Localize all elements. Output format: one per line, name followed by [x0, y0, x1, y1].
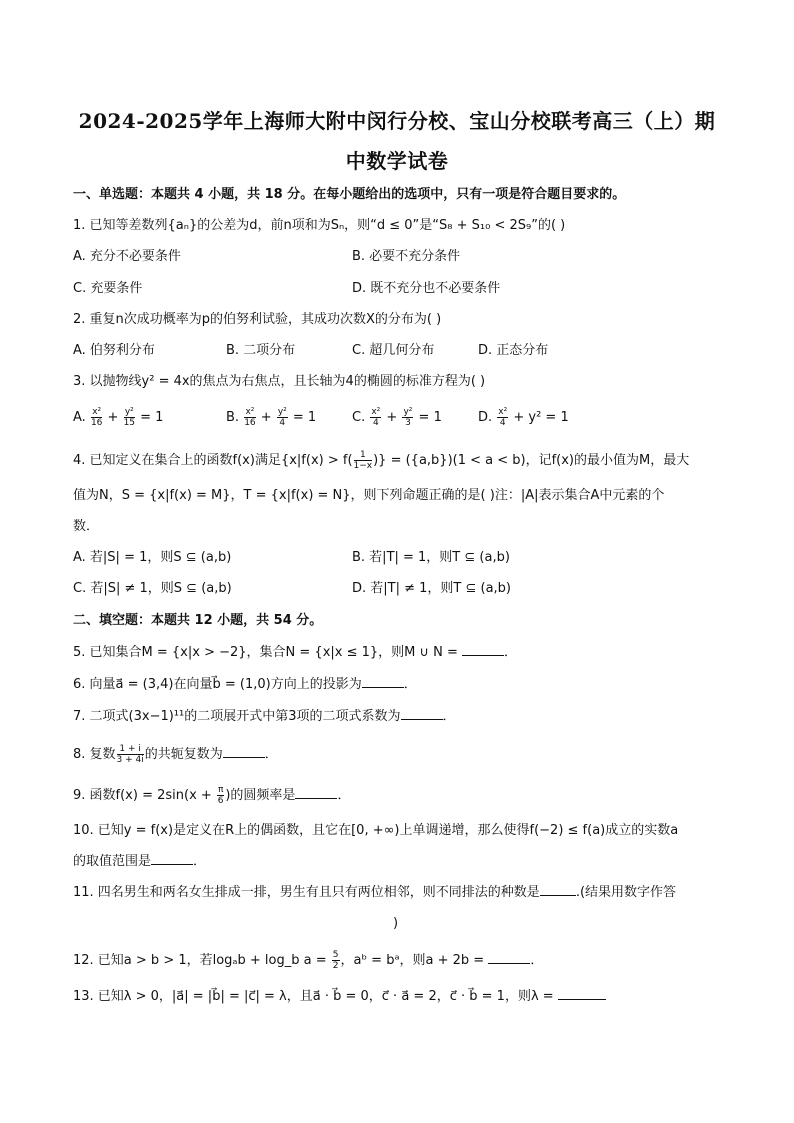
- question-2-option-d: D. 正态分布: [478, 343, 549, 358]
- question-1-option-d: D. 既不充分也不必要条件: [352, 281, 501, 296]
- answer-blank: [362, 675, 404, 688]
- answer-blank: [401, 707, 443, 720]
- question-3-stem: 3. 以抛物线y² = 4x的焦点为右焦点，且长轴为4的椭圆的标准方程为( ): [73, 374, 486, 389]
- question-4-option-d: D. 若|T| ≠ 1，则T ⊆ (a,b): [352, 581, 511, 596]
- answer-blank: [488, 951, 530, 964]
- section-single-choice: 一、单选题：本题共 4 小题，共 18 分。在每小题给出的选项中，只有一项是符合题目要求的。: [73, 187, 626, 202]
- question-6: 6. 向量a⃗ = (3,4)在向量b⃗ = (1,0)方向上的投影为 ．: [73, 677, 417, 692]
- section-fill-blank: 二、填空题：本题共 12 小题，共 54 分。: [73, 613, 323, 628]
- question-4-option-a: A. 若|S| = 1，则S ⊆ (a,b): [73, 550, 232, 565]
- question-12: 12. 已知a > b > 1，若logₐb + log_b a = $\frac{5}{2}$ ，aᵇ = bᵃ，则a + 2b = ．: [73, 950, 544, 971]
- option-label: C.: [352, 410, 366, 425]
- exam-title-line2: 中数学试卷: [345, 149, 449, 173]
- answer-blank: [462, 643, 504, 656]
- fraction: $\frac{\text{x²}}{16}$: [90, 407, 103, 428]
- question-4-stem-line1: 4. 已知定义在集合上的函数f(x)满足{x|f(x) > f( $\frac{1}{1-x}$ )} = ({a,b})(1 < a < b)，记f(x)的最小值为M，最大: [73, 450, 690, 471]
- answer-blank: [295, 786, 337, 799]
- answer-blank: [151, 852, 193, 865]
- question-8: 8. 复数 $\frac{1 + i}{3 + 4i}$ 的共轭复数为 ．: [73, 744, 278, 765]
- question-4-stem-line2: 值为N，S = {x|f(x) = M}，T = {x|f(x) = N}，则下列命题正确的是( )注：|A|表示集合A中元素的个: [73, 488, 665, 503]
- question-2-option-b: B. 二项分布: [226, 343, 296, 358]
- question-9: 9. 函数f(x) = 2sin(x + $\frac{\pi}{6}$ )的圆频率是 ．: [73, 785, 351, 806]
- fraction: $\frac{\text{y²}}{4}$: [277, 407, 287, 428]
- fraction: $\frac{\text{y²}}{3}$: [403, 407, 413, 428]
- question-4-option-c: C. 若|S| ≠ 1，则S ⊆ (a,b): [73, 581, 232, 596]
- question-2-stem: 2. 重复n次成功概率为p的伯努利试验，其成功次数X的分布为( ): [73, 312, 442, 327]
- fraction: $\frac{\text{y²}}{15}$: [123, 407, 136, 428]
- question-4-stem-line3: 数．: [73, 519, 100, 534]
- question-13: 13. 已知λ > 0，|a⃗| = |b⃗| = |c⃗| = λ，且a⃗ · b⃗ = 0，c⃗ · a⃗ = 2，c⃗ · b⃗ = 1，则λ =: [73, 987, 606, 1007]
- fraction: $\frac{\text{x²}}{4}$: [371, 407, 381, 428]
- question-10-line2: 的取值范围是 ．: [73, 854, 207, 869]
- answer-blank: [540, 883, 576, 896]
- question-5: 5. 已知集合M = {x|x > −2}，集合N = {x|x ≤ 1}，则M ∪ N = ．: [73, 645, 518, 660]
- answer-blank: [223, 745, 265, 758]
- option-label: D.: [478, 410, 493, 425]
- fraction: $\frac{\pi}{6}$: [217, 785, 224, 806]
- question-1-stem: 1. 已知等差数列{aₙ}的公差为d，前n项和为Sₙ，则“d ≤ 0”是“S₈ + S₁₀ < 2S₉”的( ): [73, 218, 566, 233]
- question-2-option-c: C. 超几何分布: [352, 343, 435, 358]
- question-10-line1: 10. 已知y = f(x)是定义在R上的偶函数，且它在[0, +∞)上单调递增，那么使得f(−2) ≤ f(a)成立的实数a: [73, 823, 679, 838]
- fraction: $\frac{\text{x²}}{16}$: [244, 407, 256, 428]
- question-11-line1: 11. 四名男生和两名女生排成一排，男生有且只有两位相邻，则不同排法的种数是 .(结果用数字作答: [73, 885, 677, 900]
- question-4-option-b: B. 若|T| = 1，则T ⊆ (a,b): [352, 550, 510, 565]
- exam-title-line1: 2024-2025学年上海师大附中闵行分校、宝山分校联考高三（上）期: [78, 109, 716, 133]
- question-2-option-a: A. 伯努利分布: [73, 343, 155, 358]
- fraction: $\frac{1}{1-x}$: [353, 450, 373, 471]
- question-3-option-a: A. $\frac{\text{x²}}{16}$ + $\frac{\text{y²}}{15}$ = 1: [73, 407, 164, 428]
- question-1-option-c: C. 充要条件: [73, 281, 143, 296]
- option-label: B.: [226, 410, 240, 425]
- fraction: $\frac{\text{x²}}{4}$: [498, 407, 508, 428]
- question-3-option-c: C. $\frac{\text{x²}}{4}$ + $\frac{\text{y²}}{3}$ = 1: [352, 407, 442, 428]
- answer-blank: [558, 987, 606, 1000]
- question-1-option-a: A. 充分不必要条件: [73, 249, 181, 264]
- fraction: $\frac{5}{2}$: [332, 950, 339, 971]
- question-3-option-b: B. $\frac{\text{x²}}{16}$ + $\frac{\text{y²}}{4}$ = 1: [226, 407, 317, 428]
- option-label: A.: [73, 410, 86, 425]
- question-7: 7. 二项式(3x−1)¹¹的二项展开式中第3项的二项式系数为 ．: [73, 709, 456, 724]
- question-3-option-d: D. $\frac{\text{x²}}{4}$ + y² = 1: [478, 407, 569, 428]
- question-1-option-b: B. 必要不充分条件: [352, 249, 461, 264]
- question-11-line2: ): [393, 916, 399, 931]
- fraction: $\frac{1 + i}{3 + 4i}$: [116, 744, 144, 765]
